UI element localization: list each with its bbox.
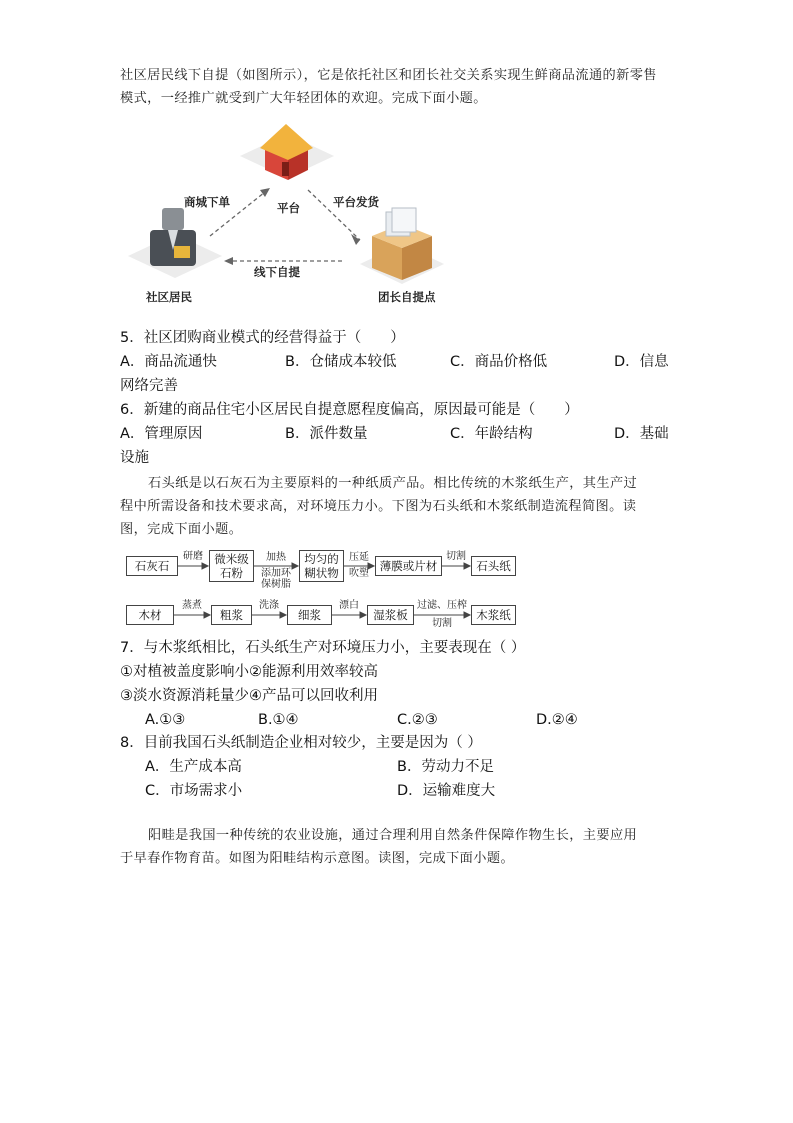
q7-statements-1: ①对植被盖度影响小②能源利用效率较高 [120,664,378,680]
q6-option-d-end: 设施 [120,450,149,466]
stone-label-resin-1: 添加环 [261,568,291,579]
wood-label-cook: 蒸煮 [182,600,202,611]
arrowhead-selfpick [224,257,233,265]
q7-option-c[interactable]: C.②③ [397,712,438,728]
intro-2-line-3: 图，完成下面小题。 [120,522,243,537]
resident-label: 社区居民 [146,290,192,304]
selfpick-label: 线下自提 [254,265,300,279]
pickup-label: 团长自提点 [378,290,436,304]
stone-label-grind: 研磨 [183,551,203,562]
stone-label-blow: 吹塑 [349,568,369,579]
stone-step-film: 薄膜或片材 [375,556,442,576]
wood-step-coarse-pulp: 粗浆 [211,605,252,625]
intro-2-line-1: 石头纸是以石灰石为主要原料的一种纸质产品。相比传统的木浆纸生产，其生产过 [148,476,638,491]
wood-label-wash: 洗涤 [259,600,279,611]
q6-option-a[interactable]: A．管理原因 [120,426,203,442]
question-6-stem: 6．新建的商品住宅小区居民自提意愿程度偏高，原因最可能是（ ） [120,402,579,418]
stone-paste-line-2: 糊状物 [304,566,339,580]
q7-option-b[interactable]: B.①④ [258,712,299,728]
q6-option-c[interactable]: C．年龄结构 [450,426,533,442]
wood-step-fine-pulp: 细浆 [287,605,332,625]
q5-option-c[interactable]: C．商品价格低 [450,354,548,370]
arrowhead-order [260,188,270,197]
package-icon [372,208,432,280]
platform-label: 平台 [277,201,300,215]
stone-step-limestone: 石灰石 [126,556,178,576]
group-buying-diagram [120,118,460,318]
stone-powder-line-1: 微米级 [214,552,249,566]
stone-label-heat: 加热 [266,552,286,563]
wood-step-wet-board: 湿浆板 [367,605,414,625]
q5-option-d-start[interactable]: D．信息 [614,354,669,370]
wood-step-wood-paper: 木浆纸 [471,605,516,625]
person-icon [150,208,196,266]
q5-option-b[interactable]: B．仓储成本较低 [285,354,397,370]
q8-option-b[interactable]: B．劳动力不足 [397,759,494,775]
q6-option-b[interactable]: B．派件数量 [285,426,368,442]
wood-label-cut: 切割 [432,618,452,629]
q8-option-c[interactable]: C．市场需求小 [145,783,243,799]
q7-option-d[interactable]: D.②④ [536,712,578,728]
stone-paper-flow [126,548,526,588]
intro-paragraph-2 [120,472,676,541]
stone-label-resin-2: 保树脂 [261,579,291,590]
stone-label-calender: 压延 [349,552,369,563]
intro-1-line-2: 模式，一经推广就受到广大年轻团体的欢迎。完成下面小题。 [120,91,487,106]
intro-2-line-2: 程中所需设备和技术要求高，对环境压力小。下图为石头纸和木浆纸制造流程简图。读 [120,499,637,514]
q5-option-a[interactable]: A．商品流通快 [120,354,217,370]
ship-label: 平台发货 [333,195,379,209]
stone-powder-line-2: 石粉 [220,566,243,580]
stone-paste-line-1: 均匀的 [304,552,339,566]
q7-statements-2: ③淡水资源消耗量少④产品可以回收利用 [120,688,378,704]
intro-paragraph-1 [120,64,676,110]
wood-step-timber: 木材 [126,605,174,625]
stone-label-cut: 切割 [446,551,466,562]
question-5-stem: 5．社区团购商业模式的经营得益于（ ） [120,330,405,346]
wood-label-filter: 过滤、压榨 [417,600,467,611]
wood-label-bleach: 漂白 [339,600,359,611]
q6-option-d-start[interactable]: D．基础 [614,426,669,442]
stone-step-paste [299,550,344,582]
q8-option-d[interactable]: D．运输难度大 [397,783,496,799]
house-icon [260,124,313,180]
wood-paper-flow [126,600,526,630]
group-buying-graphic [120,118,460,318]
intro-3-line-2: 于早春作物育苗。如图为阳畦结构示意图。读图，完成下面小题。 [120,851,515,866]
intro-1-line-1: 社区居民线下自提（如图所示），它是依托社区和团长社交关系实现生鲜商品流通的新零售 [120,68,657,83]
intro-3-line-1: 阳畦是我国一种传统的农业设施，通过合理利用自然条件保障作物生长，主要应用 [148,828,638,843]
intro-paragraph-3 [120,824,676,870]
question-8-stem: 8．目前我国石头纸制造企业相对较少，主要是因为（ ） [120,735,482,751]
q8-option-a[interactable]: A．生产成本高 [145,759,242,775]
question-7-stem: 7．与木浆纸相比，石头纸生产对环境压力小，主要表现在（ ） [120,640,526,656]
q5-option-d-end: 网络完善 [120,378,178,394]
stone-step-powder [209,550,254,582]
stone-step-stone-paper: 石头纸 [471,556,516,576]
q7-option-a[interactable]: A.①③ [145,712,186,728]
order-label: 商城下单 [184,195,230,209]
